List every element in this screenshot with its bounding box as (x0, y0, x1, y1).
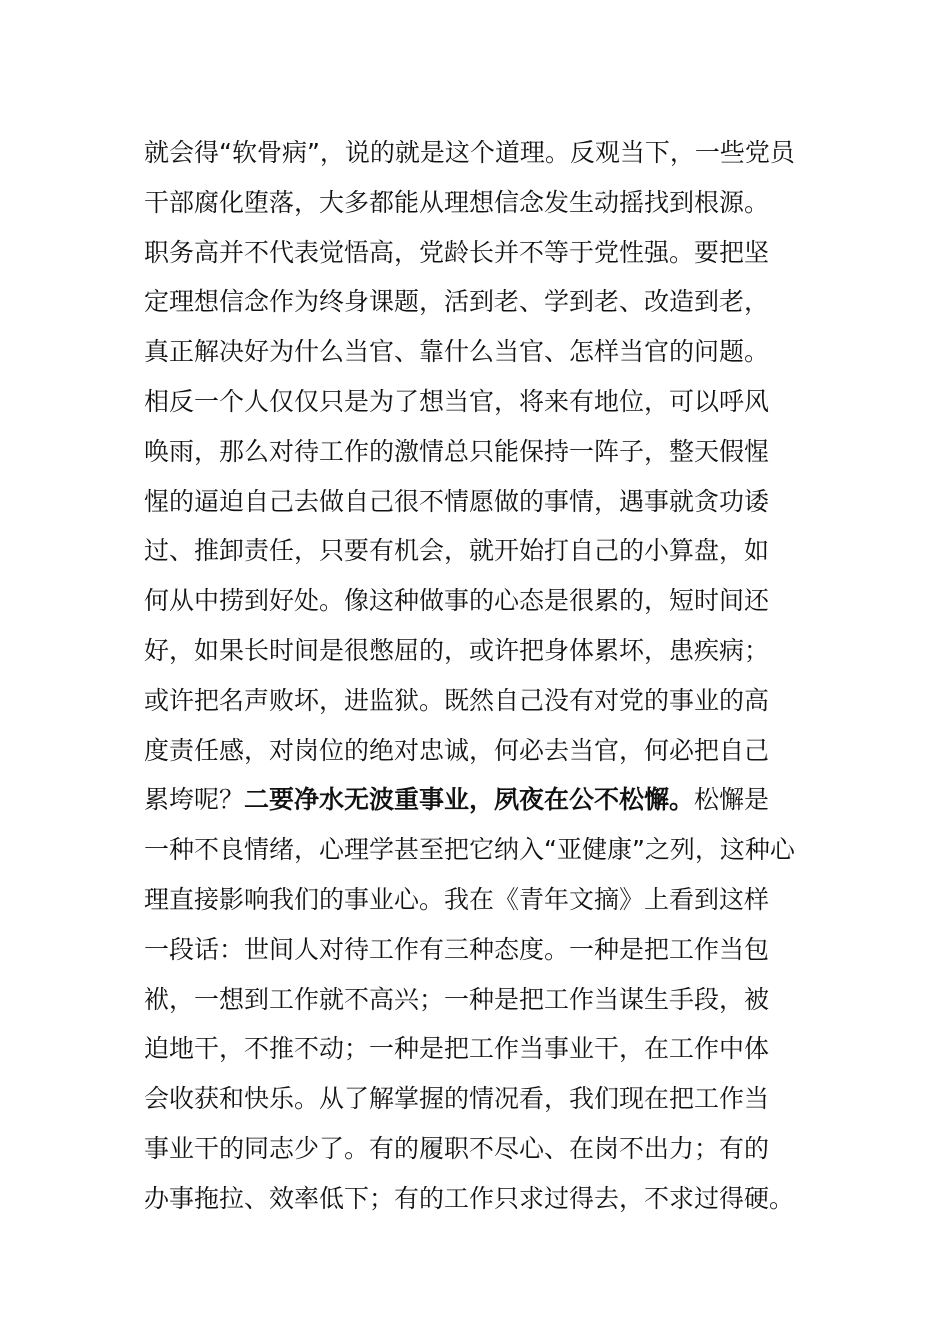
text-line-22: 办事拖拉、效率低下；有的工作只求过得去，不求过得硬。 (144, 1183, 795, 1213)
text-line-6: 相反一个人仅仅只是为了想当官，将来有地位，可以呼风 (144, 386, 770, 416)
text-line-18: 袱，一想到工作就不高兴；一种是把工作当谋生手段，被 (144, 984, 770, 1014)
text-line-5: 真正解决好为什么当官、靠什么当官、怎样当官的问题。 (144, 337, 770, 367)
document-page (144, 128, 806, 1224)
text-line-20: 会收获和快乐。从了解掌握的情况看，我们现在把工作当 (144, 1084, 770, 1114)
text-line-11: 好，如果长时间是很憋屈的，或许把身体累坏，患疾病； (144, 635, 770, 665)
text-line-1: 就会得“软骨病”，说的就是这个道理。反观当下，一些党员 (144, 138, 795, 167)
text-line-17: 一段话：世间人对待工作有三种态度。一种是把工作当包 (144, 934, 770, 964)
text-line-15: 一种不良情绪，心理学甚至把它纳入“亚健康”之列，这种心 (144, 835, 795, 865)
text-line-14-end: 松懈是 (694, 785, 770, 815)
text-line-14 (144, 775, 806, 825)
text-line-10: 何从中捞到好处。像这种做事的心态是很累的，短时间还 (144, 586, 770, 616)
text-line-8: 惺的逼迫自己去做自己很不情愿做的事情，遇事就贪功诿 (144, 486, 770, 516)
text-line-4: 定理想信念作为终身课题，活到老、学到老、改造到老， (144, 287, 770, 317)
text-line-21: 事业干的同志少了。有的履职不尽心、在岗不出力；有的 (144, 1133, 770, 1163)
text-line-3: 职务高并不代表觉悟高，党龄长并不等于党性强。要把坚 (144, 237, 770, 267)
text-line-7: 唤雨，那么对待工作的激情总只能保持一阵子，整天假惺 (144, 436, 770, 466)
text-line-12: 或许把名声败坏，进监狱。既然自己没有对党的事业的高 (144, 685, 770, 715)
text-line-2: 干部腐化堕落，大多都能从理想信念发生动摇找到根源。 (144, 187, 770, 217)
text-line-16: 理直接影响我们的事业心。我在《青年文摘》上看到这样 (144, 884, 770, 914)
bold-heading: 二要净水无波重事业，夙夜在公不松懈。 (244, 785, 695, 815)
text-line-19: 迫地干，不推不动；一种是把工作当事业干，在工作中体 (144, 1034, 770, 1064)
text-line-14-start: 累垮呢？ (144, 785, 245, 815)
text-line-9: 过、推卸责任，只要有机会，就开始打自己的小算盘，如 (144, 536, 770, 566)
text-line-13: 度责任感，对岗位的绝对忠诚，何必去当官，何必把自己 (144, 735, 770, 765)
